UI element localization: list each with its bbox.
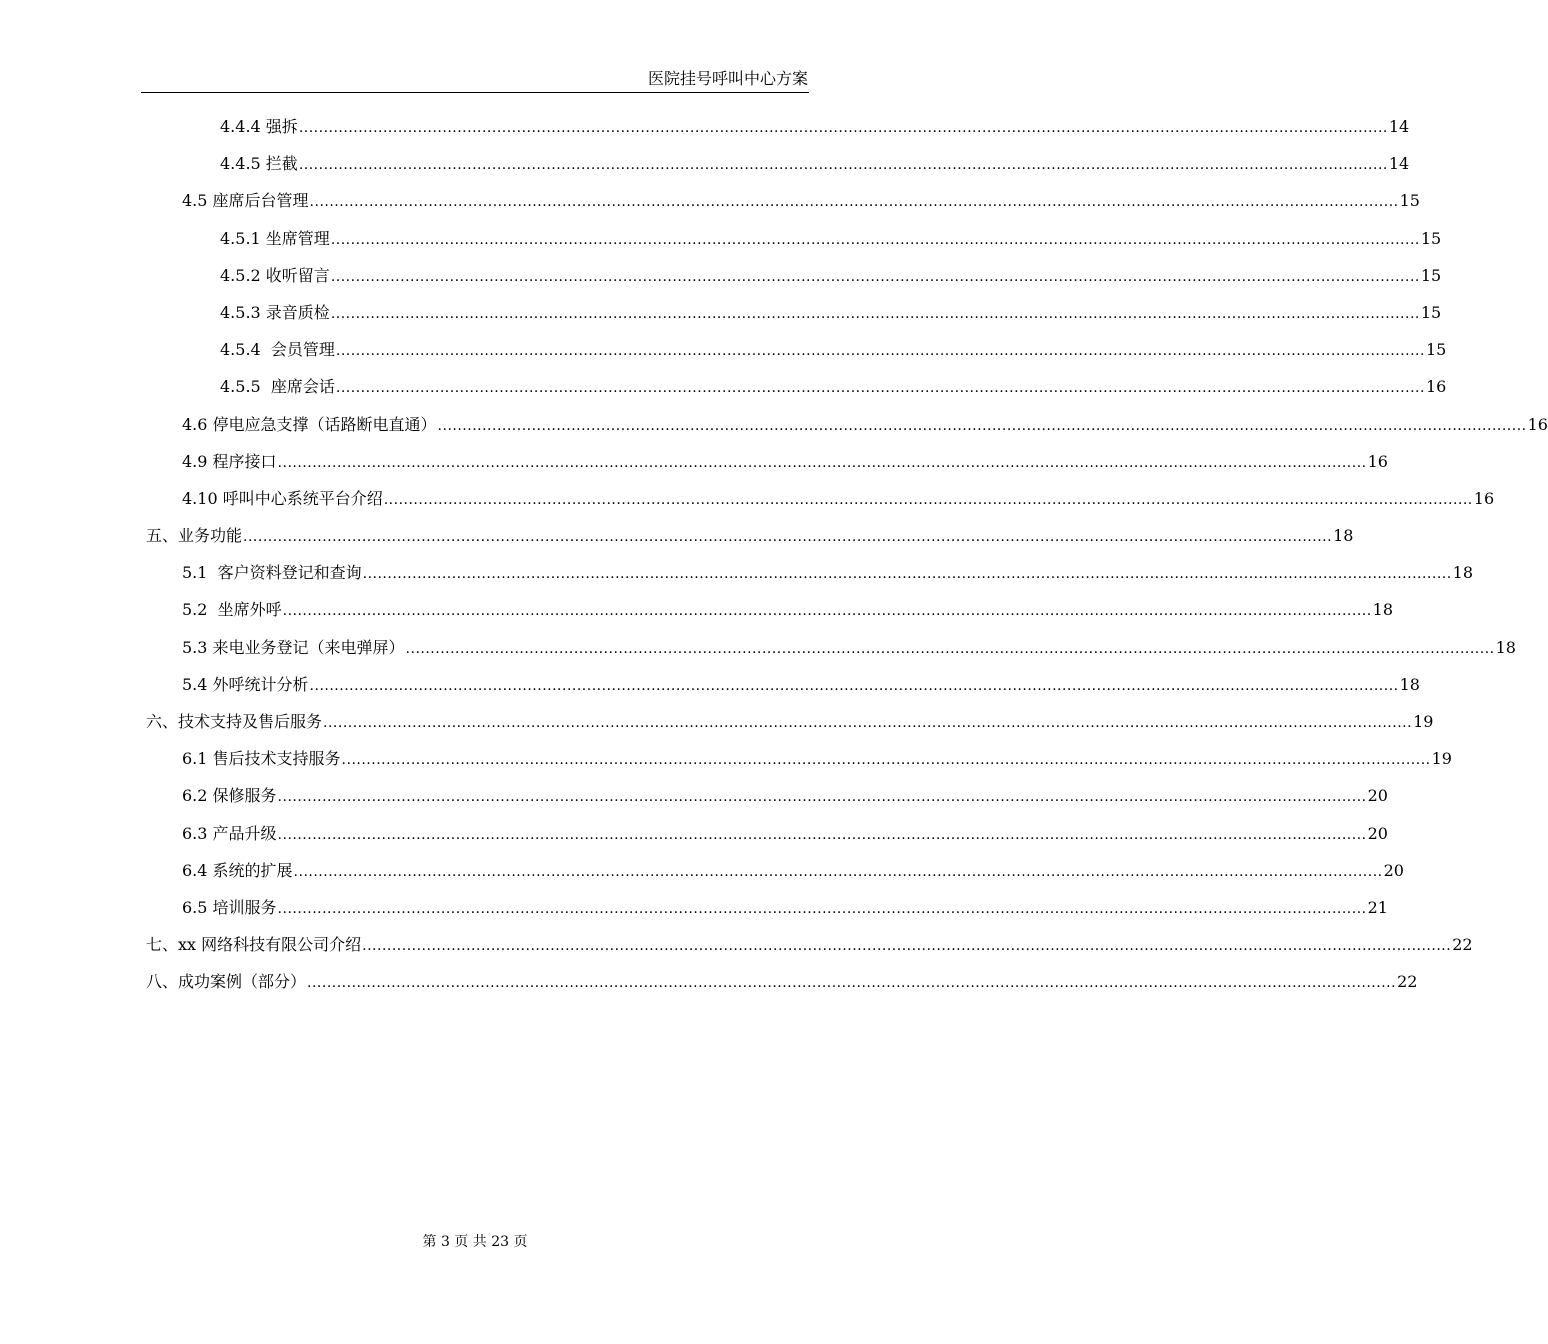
toc-entry-page-number: 16 (1527, 414, 1548, 434)
toc-entry-label: 六、技术支持及售后服务 (146, 712, 323, 731)
toc-dot-leader: ............................................................................................................................................................................................................................ (309, 677, 1399, 694)
toc-entry[interactable] (146, 703, 1434, 740)
toc-entry-page-number: 18 (1333, 526, 1354, 546)
toc-entry-page-number: 15 (1399, 191, 1420, 211)
toc-entry-label: 4.5.1 坐席管理 (220, 228, 330, 248)
toc-entry[interactable] (146, 591, 1394, 628)
toc-entry-label: 八、成功案例（部分） (146, 972, 307, 992)
toc-entry-page-number: 18 (1452, 563, 1474, 583)
toc-entry-label: 6.3 产品升级 (182, 823, 277, 843)
toc-dot-leader: ............................................................................................................................................................................................................................ (277, 789, 1367, 806)
toc-entry[interactable] (146, 331, 1447, 368)
toc-entry[interactable] (146, 963, 1418, 1000)
toc-entry-label: 5.2 坐席外呼 (182, 600, 282, 620)
toc-entry-label: 4.9 程序接口 (182, 451, 277, 471)
toc-dot-leader: ............................................................................................................................................................................................................................ (298, 157, 1388, 174)
toc-dot-leader: ............................................................................................................................................................................................................................ (335, 343, 1425, 360)
toc-entry-label: 4.4.5 拦截 (220, 154, 298, 174)
toc-entry-label: 4.6 停电应急支撑（话路断电直通） (182, 414, 437, 434)
toc-entry-label: 5.4 外呼统计分析 (182, 674, 309, 694)
toc-entry-page-number: 15 (1425, 340, 1447, 360)
page-footer: 第 3 页 共 23 页 (422, 1234, 528, 1250)
toc-entry[interactable] (146, 517, 1354, 554)
toc-entry-page-number: 14 (1388, 117, 1410, 136)
toc-entry-label: 4.4.4 强拆 (220, 117, 298, 136)
toc-entry-page-number: 22 (1452, 935, 1473, 955)
toc-entry-page-number: 18 (1372, 600, 1394, 620)
toc-entry-page-number: 14 (1388, 154, 1410, 174)
table-of-contents (146, 108, 1548, 1001)
toc-entry-page-number: 15 (1420, 302, 1442, 322)
toc-entry-label: 4.5.5 座席会话 (220, 377, 335, 397)
header-divider (141, 92, 809, 93)
toc-entry[interactable] (146, 480, 1495, 517)
toc-dot-leader: ............................................................................................................................................................................................................................ (335, 380, 1425, 397)
toc-dot-leader: ............................................................................................................................................................................................................................ (323, 715, 1413, 731)
toc-entry[interactable] (146, 666, 1420, 703)
toc-entry-label: 4.5.4 会员管理 (220, 340, 335, 360)
toc-dot-leader: ............................................................................................................................................................................................................................ (330, 231, 1420, 248)
toc-entry[interactable] (146, 443, 1388, 480)
toc-entry-page-number: 20 (1383, 860, 1404, 880)
toc-entry-page-number: 21 (1367, 897, 1388, 917)
toc-dot-leader: ............................................................................................................................................................................................................................ (243, 529, 1333, 546)
toc-dot-leader: ............................................................................................................................................................................................................................ (298, 120, 1388, 136)
toc-entry-label: 6.5 培训服务 (182, 897, 277, 917)
toc-dot-leader: ............................................................................................................................................................................................................................ (362, 938, 1452, 955)
toc-entry-page-number: 19 (1431, 749, 1452, 769)
toc-entry[interactable] (146, 368, 1447, 405)
toc-entry-page-number: 18 (1495, 637, 1516, 657)
toc-entry-label: 6.4 系统的扩展 (182, 860, 293, 880)
toc-dot-leader: ............................................................................................................................................................................................................................ (307, 975, 1397, 992)
toc-entry-label: 五、业务功能 (146, 526, 243, 546)
toc-entry-page-number: 16 (1425, 377, 1447, 397)
toc-dot-leader: ............................................................................................................................................................................................................................ (405, 640, 1495, 657)
toc-entry[interactable] (146, 777, 1388, 814)
page-header-title: 医院挂号呼叫中心方案 (647, 69, 808, 88)
toc-entry-label: 6.1 售后技术支持服务 (182, 749, 341, 769)
toc-entry-page-number: 20 (1367, 786, 1388, 806)
toc-entry-label: 5.3 来电业务登记（来电弹屏） (182, 637, 405, 657)
toc-entry-label: 七、xx 网络科技有限公司介绍 (146, 935, 362, 955)
toc-dot-leader: ............................................................................................................................................................................................................................ (309, 194, 1399, 211)
toc-entry-page-number: 20 (1367, 823, 1388, 843)
toc-entry-page-number: 19 (1413, 712, 1434, 731)
toc-entry-page-number: 16 (1367, 451, 1388, 471)
toc-entry[interactable] (146, 257, 1442, 294)
toc-entry[interactable] (146, 220, 1442, 257)
toc-dot-leader: ............................................................................................................................................................................................................................ (293, 863, 1383, 880)
toc-entry-page-number: 15 (1420, 228, 1442, 248)
toc-entry[interactable] (146, 108, 1410, 145)
toc-entry-label: 4.10 呼叫中心系统平台介绍 (182, 488, 383, 508)
toc-entry[interactable] (146, 294, 1442, 331)
toc-entry[interactable] (146, 406, 1548, 443)
toc-dot-leader: ............................................................................................................................................................................................................................ (383, 491, 1473, 508)
toc-entry-label: 6.2 保修服务 (182, 786, 277, 806)
toc-entry-page-number: 15 (1420, 265, 1442, 285)
toc-dot-leader: ............................................................................................................................................................................................................................ (277, 826, 1367, 843)
toc-dot-leader: ............................................................................................................................................................................................................................ (277, 900, 1367, 917)
toc-dot-leader: ............................................................................................................................................................................................................................ (362, 566, 1452, 583)
toc-entry-page-number: 22 (1397, 972, 1418, 992)
toc-entry[interactable] (146, 889, 1388, 926)
toc-entry-label: 4.5 座席后台管理 (182, 191, 309, 211)
toc-entry[interactable] (146, 182, 1420, 219)
toc-entry[interactable] (146, 740, 1452, 777)
toc-entry-page-number: 18 (1399, 674, 1420, 694)
toc-entry-label: 5.1 客户资料登记和查询 (182, 563, 362, 583)
toc-dot-leader: ............................................................................................................................................................................................................................ (437, 417, 1527, 434)
toc-entry-label: 4.5.2 收听留言 (220, 265, 330, 285)
toc-dot-leader: ............................................................................................................................................................................................................................ (282, 603, 1372, 620)
toc-entry-label: 4.5.3 录音质检 (220, 302, 330, 322)
toc-entry[interactable] (146, 629, 1516, 666)
toc-dot-leader: ............................................................................................................................................................................................................................ (330, 268, 1420, 285)
toc-dot-leader: ............................................................................................................................................................................................................................ (341, 752, 1431, 769)
toc-entry[interactable] (146, 145, 1410, 182)
toc-entry[interactable] (146, 815, 1388, 852)
toc-entry[interactable] (146, 926, 1473, 963)
toc-entry-page-number: 16 (1473, 488, 1495, 508)
toc-dot-leader: ............................................................................................................................................................................................................................ (277, 454, 1367, 471)
toc-entry[interactable] (146, 852, 1404, 889)
toc-dot-leader: ............................................................................................................................................................................................................................ (330, 305, 1420, 322)
toc-entry[interactable] (146, 554, 1474, 591)
